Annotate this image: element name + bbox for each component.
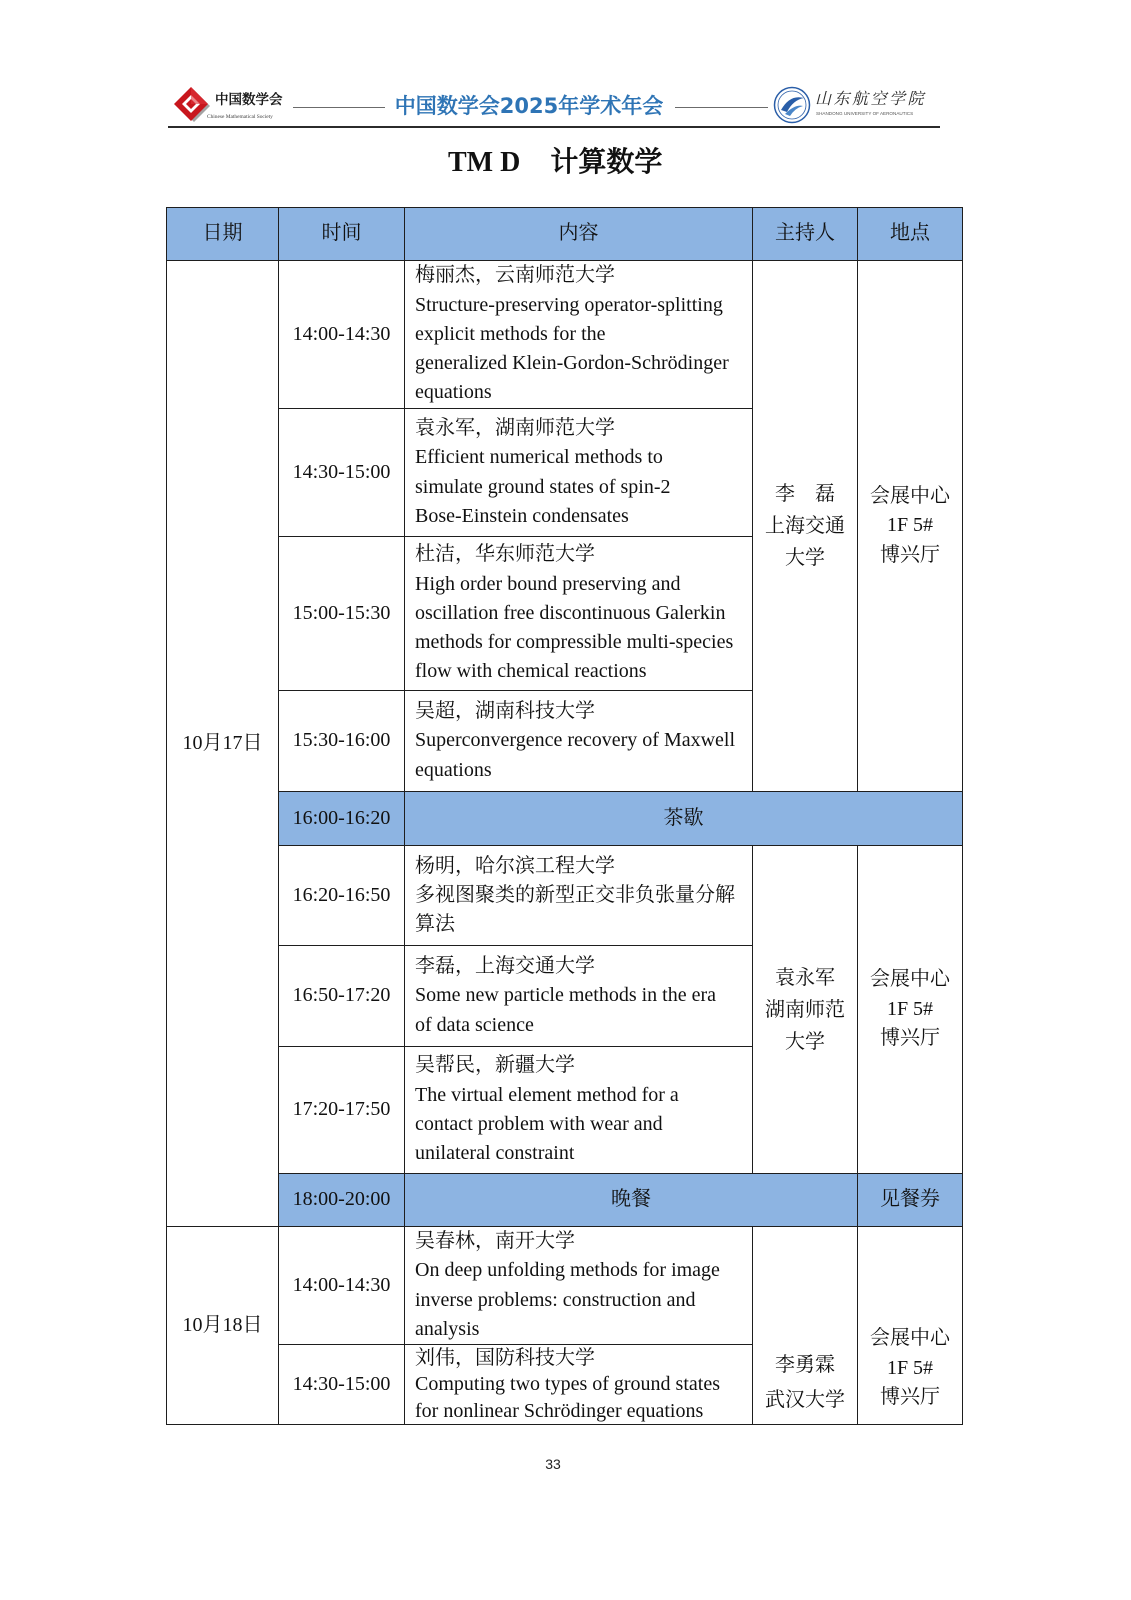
talk-title-line: Superconvergence recovery of Maxwell bbox=[415, 729, 736, 752]
talk-content-cell bbox=[405, 691, 753, 792]
talk-title-line: Efficient numerical methods to bbox=[415, 446, 663, 469]
talk-title-line: unilateral constraint bbox=[415, 1142, 575, 1165]
sdua-logo-text: 山东航空学院 bbox=[815, 89, 927, 108]
dinner-row bbox=[167, 1174, 963, 1227]
dinner-label: 晚餐 bbox=[405, 1174, 858, 1227]
time-cell: 14:00-14:30 bbox=[279, 261, 405, 409]
location-line: 会展中心 bbox=[870, 1327, 950, 1349]
talk-title-line: generalized Klein-Gordon-Schrödinger bbox=[415, 352, 729, 375]
speaker-line: 梅丽杰，云南师范大学 bbox=[415, 264, 615, 287]
sdua-emblem-icon bbox=[773, 86, 811, 124]
speaker-line: 李磊，上海交通大学 bbox=[415, 955, 595, 978]
break-row bbox=[167, 792, 963, 846]
location-line: 博兴厅 bbox=[880, 1027, 940, 1050]
talk-title-line: for nonlinear Schrödinger equations bbox=[415, 1399, 704, 1422]
talk-content-cell bbox=[405, 1345, 753, 1425]
talk-content-cell bbox=[405, 1047, 753, 1174]
column-header-host: 主持人 bbox=[753, 208, 858, 261]
schedule-table bbox=[166, 207, 963, 1425]
host-line: 大学 bbox=[785, 547, 825, 569]
talk-title-line: contact problem with wear and bbox=[415, 1113, 663, 1135]
sdua-logo-subtext: SHANDONG UNIVERSITY OF AERONAUTICS bbox=[816, 111, 914, 116]
location-cell bbox=[858, 1227, 963, 1425]
time-cell: 16:50-17:20 bbox=[279, 946, 405, 1047]
host-cell bbox=[753, 1227, 858, 1425]
talk-content-cell bbox=[405, 946, 753, 1047]
break-time-cell: 16:00-16:20 bbox=[279, 792, 405, 846]
time-cell: 14:00-14:30 bbox=[279, 1227, 405, 1345]
talk-title-line: On deep unfolding methods for image bbox=[415, 1259, 720, 1282]
time-cell: 15:00-15:30 bbox=[279, 537, 405, 691]
column-header-date: 日期 bbox=[167, 208, 279, 261]
location-line: 1F 5# bbox=[886, 997, 934, 1020]
host-line: 李勇霖 bbox=[775, 1354, 835, 1376]
talk-content-cell bbox=[405, 409, 753, 537]
host-cell bbox=[753, 261, 858, 792]
conference-title: 中国数学会2025年学术年会 bbox=[394, 94, 664, 118]
host-line: 武汉大学 bbox=[765, 1389, 845, 1411]
talk-title-line: 算法 bbox=[415, 913, 455, 936]
talk-title-line: of data science bbox=[415, 1013, 534, 1036]
header-rule bbox=[168, 126, 940, 128]
table-row bbox=[167, 846, 963, 946]
location-line: 会展中心 bbox=[870, 484, 950, 507]
table-row bbox=[167, 1227, 963, 1345]
location-cell bbox=[858, 261, 963, 792]
speaker-line: 杜洁，华东师范大学 bbox=[415, 543, 595, 566]
location-cell bbox=[858, 846, 963, 1174]
talk-title-line: equations bbox=[415, 758, 492, 781]
talk-content-cell bbox=[405, 261, 753, 409]
header-line-left bbox=[293, 107, 385, 108]
talk-title-line: High order bound preserving and bbox=[415, 572, 681, 595]
talk-title-line: analysis bbox=[415, 1317, 480, 1340]
time-cell: 14:30-15:00 bbox=[279, 409, 405, 537]
speaker-line: 袁永军，湖南师范大学 bbox=[415, 416, 615, 439]
host-line: 上海交通 bbox=[765, 515, 845, 537]
break-label: 茶歇 bbox=[405, 792, 963, 846]
talk-title-line: The virtual element method for a bbox=[415, 1083, 679, 1106]
speaker-line: 吴帮民，新疆大学 bbox=[415, 1054, 575, 1077]
dinner-location: 见餐券 bbox=[858, 1174, 963, 1227]
location-line: 1F 5# bbox=[886, 1356, 934, 1379]
talk-title-line: equations bbox=[415, 381, 492, 404]
column-header-location: 地点 bbox=[858, 208, 963, 261]
cms-logo-subtext: Chinese Mathematical Society bbox=[207, 114, 273, 120]
talk-title-line: inverse problems: construction and bbox=[415, 1288, 696, 1311]
speaker-line: 吴超，湖南科技大学 bbox=[415, 700, 595, 723]
talk-title-line: methods for compressible multi-species bbox=[415, 631, 734, 654]
talk-title-line: explicit methods for the bbox=[415, 322, 606, 345]
column-header-content: 内容 bbox=[405, 208, 753, 261]
host-line: 李 磊 bbox=[775, 483, 835, 505]
table-header-row bbox=[167, 208, 963, 261]
talk-content-cell bbox=[405, 846, 753, 946]
time-cell: 15:30-16:00 bbox=[279, 691, 405, 792]
speaker-line: 刘伟，国防科技大学 bbox=[415, 1347, 595, 1370]
dinner-time-cell: 18:00-20:00 bbox=[279, 1174, 405, 1227]
talk-title-line: 多视图聚类的新型正交非负张量分解 bbox=[415, 883, 735, 906]
talk-title-line: Structure-preserving operator-splitting bbox=[415, 293, 723, 316]
time-cell: 16:20-16:50 bbox=[279, 846, 405, 946]
talk-title-line: simulate ground states of spin-2 bbox=[415, 475, 671, 498]
time-cell: 17:20-17:50 bbox=[279, 1047, 405, 1174]
talk-title-line: Computing two types of ground states bbox=[415, 1373, 720, 1396]
session-code: TM D bbox=[448, 147, 521, 178]
header-line-right bbox=[675, 107, 768, 108]
location-line: 博兴厅 bbox=[880, 543, 940, 566]
date-cell: 10月18日 bbox=[167, 1227, 279, 1425]
talk-title-line: flow with chemical reactions bbox=[415, 660, 647, 683]
column-header-time: 时间 bbox=[279, 208, 405, 261]
location-line: 博兴厅 bbox=[880, 1386, 940, 1408]
location-line: 会展中心 bbox=[870, 968, 950, 991]
session-name: 计算数学 bbox=[550, 147, 663, 178]
date-cell: 10月17日 bbox=[167, 261, 279, 1227]
location-line: 1F 5# bbox=[886, 514, 934, 537]
host-line: 大学 bbox=[785, 1030, 825, 1053]
talk-content-cell bbox=[405, 537, 753, 691]
speaker-line: 杨明，哈尔滨工程大学 bbox=[415, 854, 615, 877]
cms-logo-icon bbox=[172, 85, 212, 125]
talk-title-line: Bose-Einstein condensates bbox=[415, 504, 629, 527]
page-number: 33 bbox=[545, 1456, 561, 1472]
session-title bbox=[448, 146, 662, 180]
talk-content-cell bbox=[405, 1227, 753, 1345]
table-row bbox=[167, 261, 963, 409]
time-cell: 14:30-15:00 bbox=[279, 1345, 405, 1425]
host-line: 袁永军 bbox=[775, 966, 835, 989]
host-cell bbox=[753, 846, 858, 1174]
talk-title-line: oscillation free discontinuous Galerkin bbox=[415, 601, 726, 624]
speaker-line: 吴春林，南开大学 bbox=[415, 1230, 575, 1252]
host-line: 湖南师范 bbox=[765, 998, 845, 1021]
cms-logo-text: 中国数学会 bbox=[215, 92, 283, 108]
talk-title-line: Some new particle methods in the era bbox=[415, 984, 717, 1007]
